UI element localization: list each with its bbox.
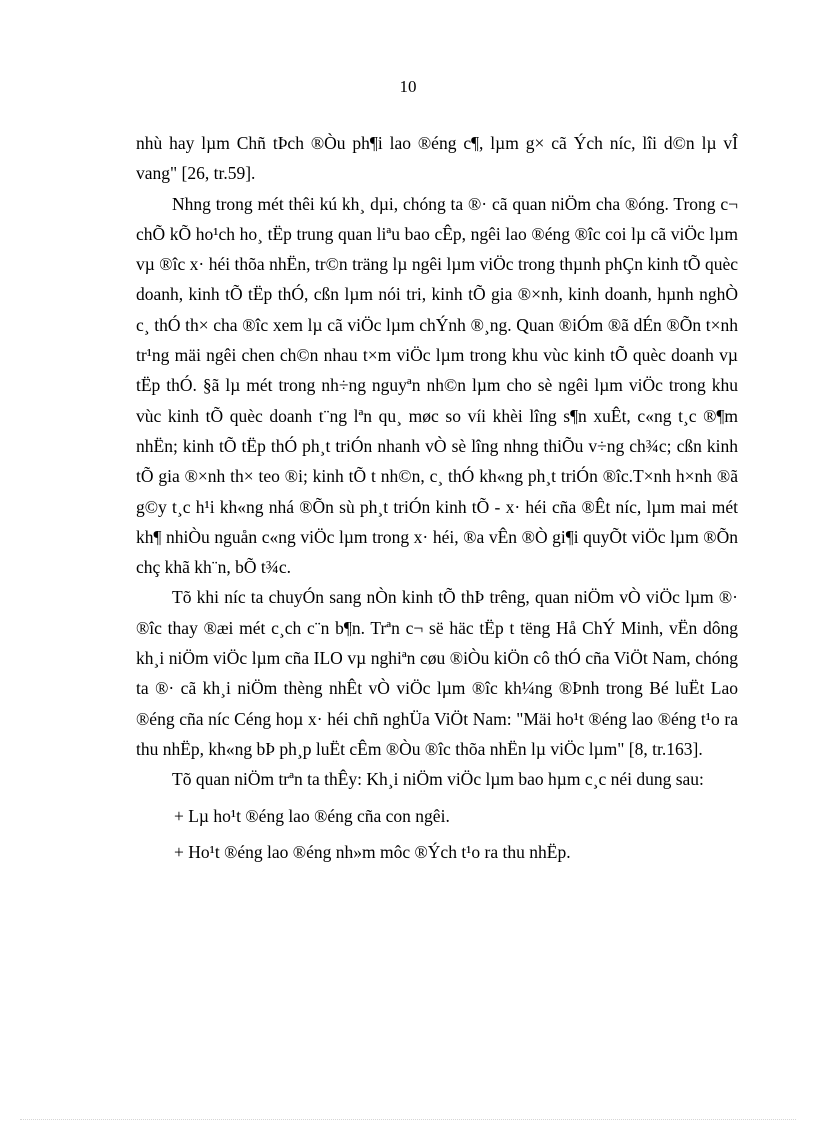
paragraph-continuation: nhù hay lµm Chñ tÞch ®Òu ph¶i lao ®éng c¶, lµm g× cã Ých níc, lîi d©n lµ vÎ vang" [26, tr.59]. (136, 133, 738, 184)
page-number: 10 (399, 77, 417, 96)
bullet-item: + Lµ ho¹t ®éng lao ®éng cña con ngêi. (174, 805, 450, 826)
paragraph-old-concept: Nhng trong mét thêi kú kh¸ dµi, chóng ta ®· cã quan niÖm cha ®óng. Trong c¬ chÕ kÕ ho¹ch ho¸ tËp trung quan liªu bao cÊp, ngêi lao ®éng ®îc coi lµ cã viÖc lµm vµ ®îc x· héi thõa nhËn, tr©n träng lµ ngêi lµm viÖc trong thµnh phÇn kinh tÕ quèc doanh, kinh tÕ tËp thÓ, cßn lµm nói tri, kinh tÕ gia ®×nh, kinh doanh, hµnh nghÒ c¸ thÓ th× cha ®îc xem lµ cã viÖc lµm chÝnh ®¸ng. Quan ®iÓm ®ã dÉn ®Õn t×nh tr¹ng mäi ngêi chen ch©n nhau t×m viÖc lµm trong khu vùc kinh tÕ quèc doanh vµ tËp thÓ. §ã lµ mét trong nh÷ng nguyªn nh©n lµm cho sè ngêi lµm viÖc trong khu vùc kinh tÕ quèc doanh t¨ng lªn qu¸ møc so víi khèi lîng s¶n xuÊt, c«ng t¸c ®¶m nhËn; kinh tÕ tËp thÓ ph¸t triÓn nhanh vÒ sè lîng nhng thiÕu v÷ng ch¾c; cßn kinh tÕ gia ®×nh th× teo ®i; kinh tÕ t nh©n, c¸ thÓ kh«ng ph¸t triÓn ®îc.T×nh h×nh ®ã g©y t¸c h¹i kh«ng nhá ®Õn sù ph¸t triÓn kinh tÕ - x· héi cña ®Êt níc, lµm mai mét kh¶ nhiÒu nguån c«ng viÖc lµm trong x· héi, ®a vÊn ®Ò gi¶i quyÕt viÖc lµm ®Õn chç khã kh¨n, bÕ t¾c. (136, 193, 738, 578)
body-text (136, 128, 738, 867)
bullet-item: + Ho¹t ®éng lao ®éng nh»m môc ®Ých t¹o ra thu nhËp. (174, 841, 571, 862)
page-bottom-divider (20, 1119, 796, 1120)
paragraph-market-economy: Tõ khi níc ta chuyÓn sang nÒn kinh tÕ thÞ trêng, quan niÖm vÒ viÖc lµm ®· ®îc thay ®æi mét c¸ch c¨n b¶n. Trªn c¬ së häc tËp t tëng Hå ChÝ Minh, vËn dông kh¸i niÖm viÖc lµm cña ILO vµ nghiªn cøu ®iÒu kiÖn cô thÓ cña ViÖt Nam, chóng ta ®· cã kh¸i niÖm thèng nhÊt vÒ viÖc lµm ®îc kh¼ng ®Þnh trong Bé luËt Lao ®éng cña níc Céng hoµ x· héi chñ nghÜa ViÖt Nam: "Mäi ho¹t ®éng lao ®éng t¹o ra thu nhËp, kh«ng bÞ ph¸p luËt cÊm ®Òu ®îc thõa nhËn lµ viÖc lµm" [8, tr.163]. (136, 587, 738, 759)
paragraph-content-intro: Tõ quan niÖm trªn ta thÊy: Kh¸i niÖm viÖc lµm bao hµm c¸c néi dung sau: (172, 769, 704, 790)
